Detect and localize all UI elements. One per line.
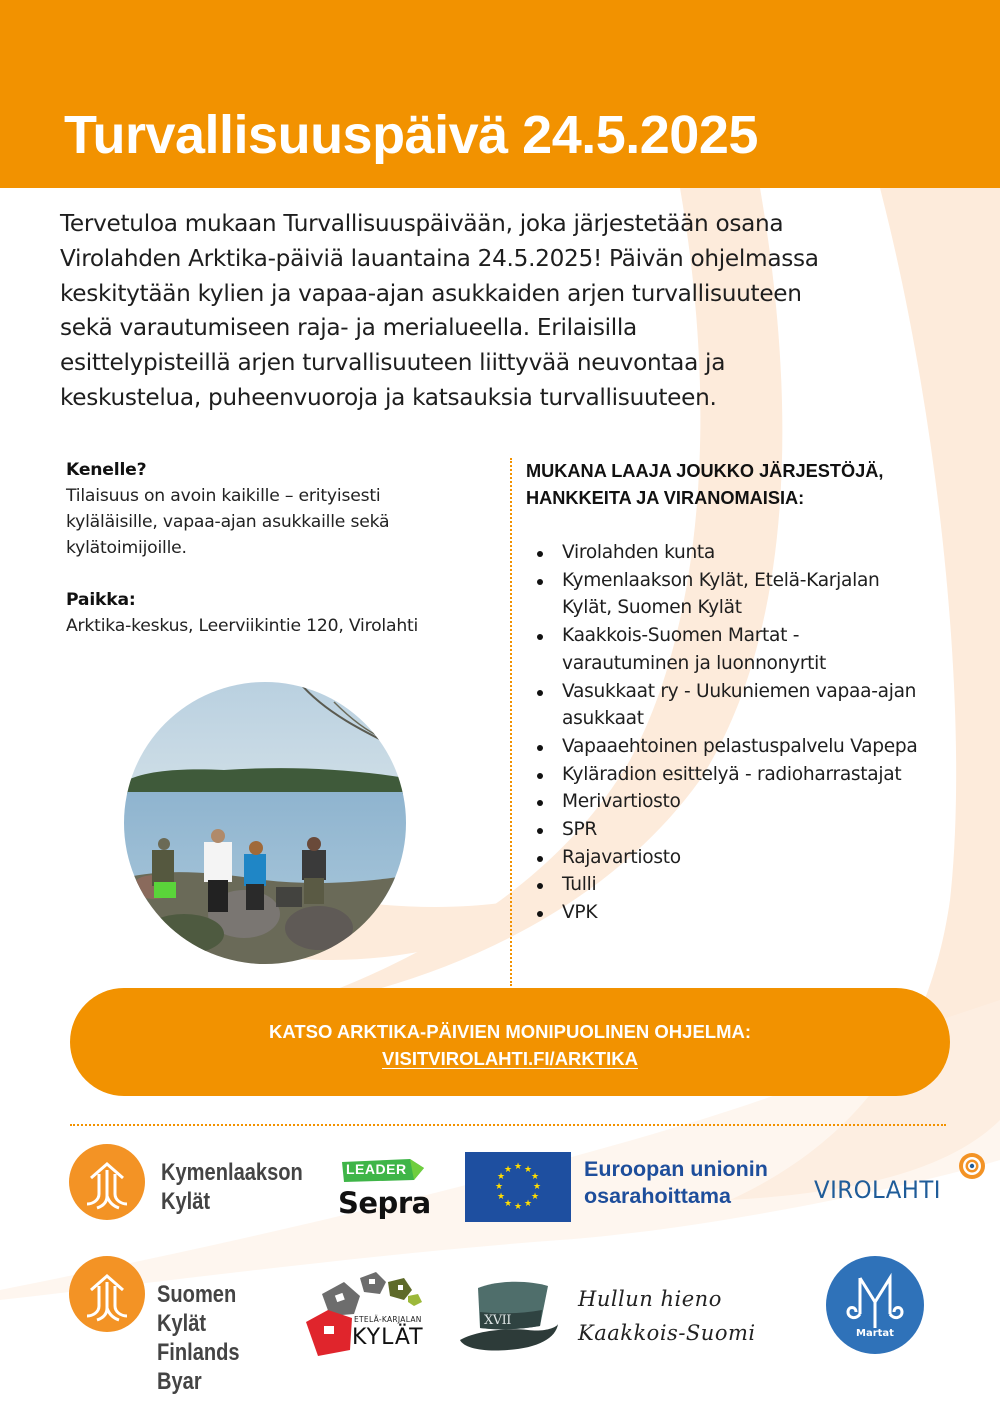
svg-text:★: ★ [496, 1172, 506, 1182]
participants-heading-line: HANKKEITA JA VIRANOMAISIA: [526, 488, 805, 508]
logo-sepra: Sepra [338, 1186, 431, 1220]
intro-line: sekä varautumiseen raja- ja merialueella. Erilaisilla [60, 314, 637, 342]
list-item-text: VPK [562, 902, 598, 924]
audience-line: kylätoimijoille. [66, 538, 187, 558]
logo-text [157, 1280, 273, 1396]
logo-virolahti: VIROLAHTI [814, 1176, 942, 1204]
svg-text:★: ★ [494, 1182, 504, 1192]
audience-line: kyläläisille, vapaa-ajan asukkaille sekä [66, 512, 390, 532]
list-item [562, 816, 986, 844]
leader-tag-text: LEADER [346, 1161, 407, 1177]
list-item-text: Kymenlaakson Kylät, Etelä-Karjalan [562, 569, 880, 591]
etela-karjalan-big-text: KYLÄT [352, 1325, 424, 1350]
list-item [562, 788, 986, 816]
svg-text:★: ★ [532, 1182, 542, 1192]
eu-text-line: Euroopan unionin [584, 1157, 768, 1181]
logo-suomen-kylat [69, 1256, 299, 1395]
logo-text [161, 1158, 303, 1216]
list-item-text: asukkaat [562, 708, 644, 730]
list-item-text: Kylät, Suomen Kylät [562, 597, 742, 619]
column-divider [510, 458, 512, 986]
intro-line: esittelypisteillä arjen turvallisuuteen liittyvää neuvontaa ja [60, 349, 726, 377]
list-item [562, 567, 986, 622]
list-item-text: Merivartiosto [562, 791, 681, 813]
eu-text-line: osarahoittama [584, 1184, 731, 1208]
svg-text:★: ★ [523, 1199, 533, 1209]
list-item [562, 761, 986, 789]
list-item [562, 539, 986, 567]
participants-heading-line: MUKANA LAAJA JOUKKO JÄRJESTÖJÄ, [526, 461, 884, 481]
audience-heading: Kenelle? [66, 460, 147, 480]
logo-text-line: Finlands Byar [157, 1339, 240, 1395]
participants-list [526, 539, 986, 927]
list-item-text: Vasukkaat ry - Uukuniemen vapaa-ajan [562, 680, 917, 702]
intro-line: Virolahden Arktika-päiviä lauantaina 24.5.2025! Päivän ohjelmassa [60, 244, 819, 272]
list-item [562, 899, 986, 927]
list-item [562, 871, 986, 899]
svg-text:★: ★ [530, 1192, 540, 1202]
list-item-text: Virolahden kunta [562, 542, 716, 563]
intro-line: keskustelua, puheenvuoroja ja katsauksia turvallisuuteen. [60, 383, 717, 411]
page-title: Turvallisuuspäivä 24.5.2025 [64, 105, 758, 165]
intro-paragraph [60, 207, 940, 416]
intro-line: Tervetuloa mukaan Turvallisuuspäivään, joka järjestetään osana [60, 210, 784, 237]
list-item-text: varautuminen ja luonnonyrtit [562, 652, 827, 674]
participants-heading [526, 458, 986, 512]
svg-text:★: ★ [513, 1202, 523, 1212]
list-item-text: Tulli [562, 874, 597, 896]
svg-text:★: ★ [496, 1192, 506, 1202]
etela-karjalan-small-text: ETELÄ-KARJALAN [354, 1315, 422, 1324]
hullun-hieno-line: Kaakkois-Suomi [578, 1321, 756, 1345]
svg-text:★: ★ [513, 1162, 523, 1172]
list-item-text: Vapaaehtoinen pelastuspalvelu Vapepa [562, 735, 918, 757]
header-banner [0, 0, 1000, 188]
event-photo [124, 682, 406, 964]
list-item [562, 622, 986, 677]
hullun-hieno-text [578, 1282, 756, 1350]
eu-flag-icon [465, 1152, 571, 1222]
svg-text:★: ★ [503, 1165, 513, 1175]
list-item-text: SPR [562, 819, 598, 841]
logo-kymenlaakson-kylat [69, 1144, 319, 1224]
location-text: Arktika-keskus, Leerviikintie 120, Virolahti [66, 616, 419, 636]
list-item-text: Kaakkois-Suomen Martat - [562, 625, 800, 647]
program-link[interactable]: VISITVIROLAHTI.FI/ARKTIKA [382, 1048, 638, 1069]
cta-text: KATSO ARKTIKA-PÄIVIEN MONIPUOLINEN OHJELMA: [268, 1021, 752, 1042]
logo-text-line: Kymenlaakson [161, 1159, 303, 1186]
logo-text-line: Kylät [161, 1188, 211, 1215]
list-item-text: Rajavartiosto [562, 846, 681, 868]
list-item-text: Kyläradion esittelyä - radioharrastajat [562, 763, 902, 785]
lake-birdwatchers-photo [124, 682, 406, 964]
list-item [562, 844, 986, 872]
hullun-hieno-line: Hullun hieno [578, 1287, 722, 1311]
hat-roman-numeral: XVII [484, 1313, 511, 1328]
program-cta-banner [70, 988, 950, 1096]
logos-divider [70, 1124, 946, 1126]
martat-text: Martat [856, 1328, 894, 1339]
village-house-icon [69, 1144, 145, 1220]
logo-martat [826, 1256, 924, 1354]
list-item [562, 733, 986, 761]
list-item [562, 678, 986, 733]
participants-section [526, 458, 986, 927]
intro-line: keskitytään kylien ja vapaa-ajan asukkaiden arjen turvallisuuteen [60, 279, 802, 307]
audience-line: Tilaisuus on avoin kaikille – erityisesti [66, 486, 381, 506]
eu-funding-text [584, 1156, 768, 1210]
village-house-icon [69, 1256, 145, 1332]
svg-text:★: ★ [530, 1172, 540, 1182]
logo-text-line: Suomen Kylät [157, 1281, 237, 1337]
location-heading: Paikka: [66, 590, 136, 610]
event-info [66, 457, 496, 639]
martat-m-icon [826, 1256, 924, 1354]
virolahti-eye-icon [958, 1152, 986, 1180]
svg-text:★: ★ [503, 1199, 513, 1209]
svg-text:★: ★ [523, 1165, 533, 1175]
